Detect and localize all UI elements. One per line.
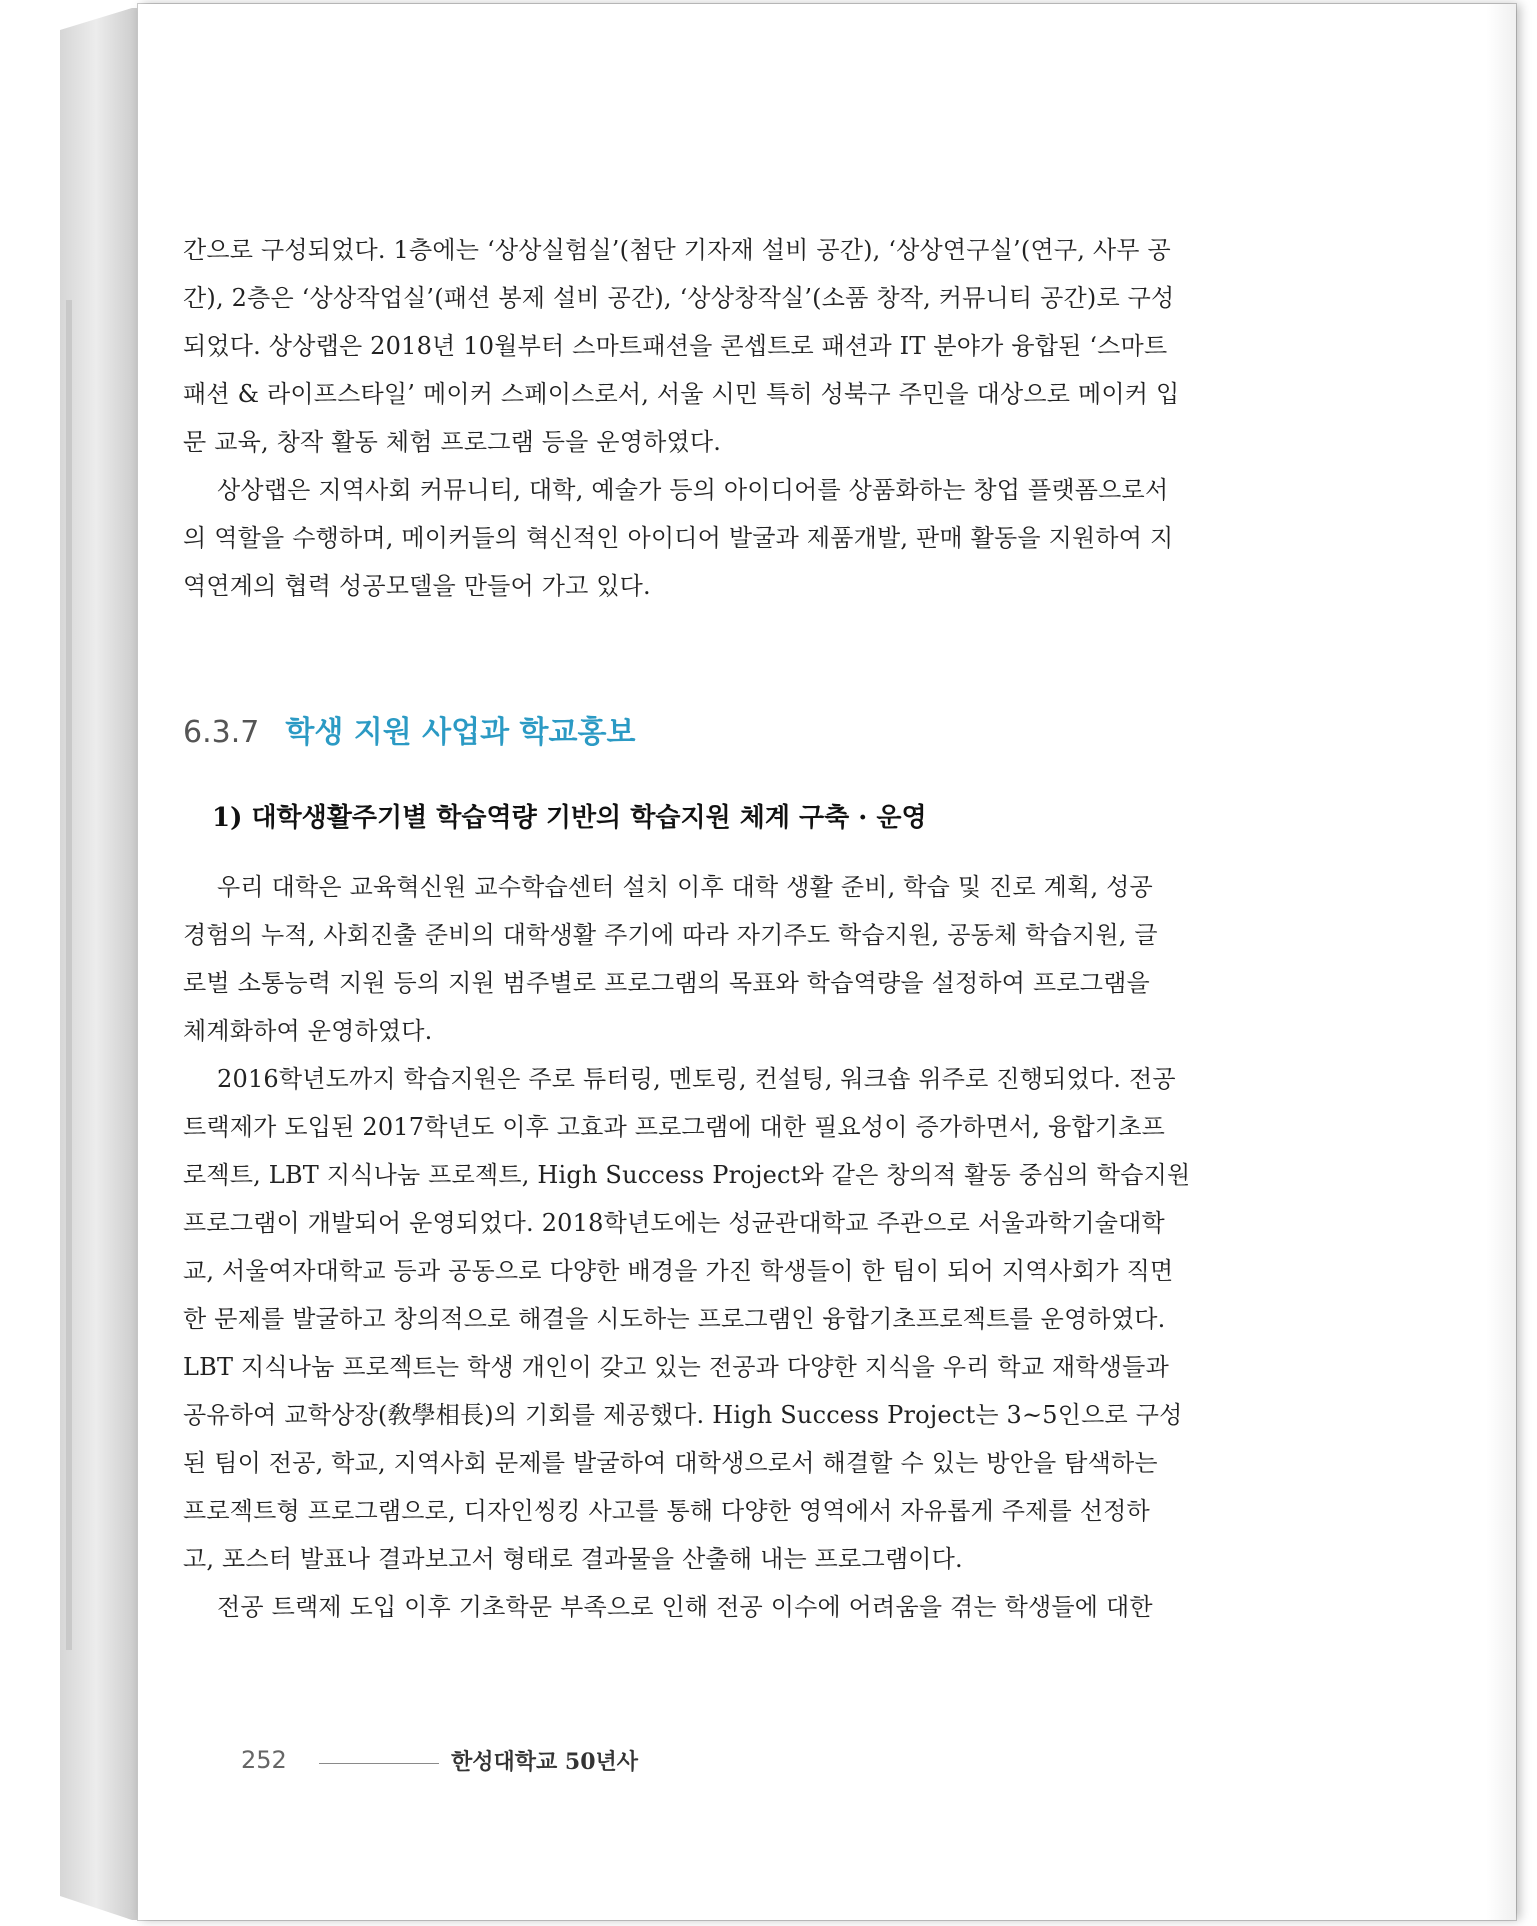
paragraph-2-line: 의 역할을 수행하며, 메이커들의 혁신적인 아이디어 발굴과 제품개발, 판매 활동을 지원하여 지: [183, 524, 1174, 552]
paragraph-4-line: 프로젝트형 프로그램으로, 디자인씽킹 사고를 통해 다양한 영역에서 자유롭게 주제를 선정하: [183, 1497, 1150, 1525]
section-title: 학생 지원 사업과 학교홍보: [285, 715, 636, 750]
paragraph-1-line: 간으로 구성되었다. 1층에는 ‘상상실험실’(첨단 기자재 설비 공간), ‘상상연구실’(연구, 사무 공: [183, 236, 1171, 264]
book-title: 한성대학교 50년사: [451, 1749, 639, 1775]
section-heading: [183, 707, 635, 751]
paragraph-4-line: 2016학년도까지 학습지원은 주로 튜터링, 멘토링, 컨설팅, 워크숍 위주로 진행되었다. 전공: [217, 1065, 1176, 1093]
paragraph-4-line: 로젝트, LBT 지식나눔 프로젝트, High Success Project와 같은 창의적 활동 중심의 학습지원: [183, 1161, 1191, 1189]
footer-divider: [319, 1763, 439, 1764]
subsection-heading: 1) 대학생활주기별 학습역량 기반의 학습지원 체계 구축 · 운영: [212, 803, 927, 833]
paragraph-1-line: 되었다. 상상랩은 2018년 10월부터 스마트패션을 콘셉트로 패션과 IT 분야가 융합된 ‘스마트: [183, 332, 1168, 360]
paragraph-1-line: 문 교육, 창작 활동 체험 프로그램 등을 운영하였다.: [183, 428, 722, 456]
paragraph-2: [183, 466, 1174, 610]
paragraph-5-line: 전공 트랙제 도입 이후 기초학문 부족으로 인해 전공 이수에 어려움을 겪는 학생들에 대한: [217, 1593, 1153, 1621]
paragraph-4-line: 프로그램이 개발되어 운영되었다. 2018학년도에는 성균관대학교 주관으로 서울과학기술대학: [183, 1209, 1165, 1237]
section-number: 6.3.7: [183, 715, 260, 750]
paragraph-3-line: 경험의 누적, 사회진출 준비의 대학생활 주기에 따라 자기주도 학습지원, 공동체 학습지원, 글: [183, 921, 1158, 949]
paragraph-4-line: 트랙제가 도입된 2017학년도 이후 고효과 프로그램에 대한 필요성이 증가하면서, 융합기초프: [183, 1113, 1165, 1141]
paragraph-3-line: 로벌 소통능력 지원 등의 지원 범주별로 프로그램의 목표와 학습역량을 설정하여 프로그램을: [183, 969, 1150, 997]
paragraph-4-line: 고, 포스터 발표나 결과보고서 형태로 결과물을 산출해 내는 프로그램이다.: [183, 1545, 963, 1573]
paragraph-4: [183, 1055, 1191, 1583]
paragraph-4-line: LBT 지식나눔 프로젝트는 학생 개인이 갖고 있는 전공과 다양한 지식을 우리 학교 재학생들과: [183, 1353, 1169, 1381]
paragraph-3-line: 체계화하여 운영하였다.: [183, 1017, 433, 1045]
paragraph-2-line: 상상랩은 지역사회 커뮤니티, 대학, 예술가 등의 아이디어를 상품화하는 창업 플랫폼으로서: [217, 476, 1169, 504]
paragraph-3-line: 우리 대학은 교육혁신원 교수학습센터 설치 이후 대학 생활 준비, 학습 및 진로 계획, 성공: [217, 873, 1153, 901]
paragraph-5: [183, 1583, 1153, 1631]
page-edge-shadow: [1486, 4, 1516, 1920]
paragraph-4-line: 교, 서울여자대학교 등과 공동으로 다양한 배경을 가진 학생들이 한 팀이 되어 지역사회가 직면: [183, 1257, 1174, 1285]
paragraph-4-line: 된 팀이 전공, 학교, 지역사회 문제를 발굴하여 대학생으로서 해결할 수 있는 방안을 탐색하는: [183, 1449, 1158, 1477]
book-spine: [60, 8, 140, 1920]
book-spine-edge: [66, 300, 72, 1650]
paragraph-1: [183, 226, 1180, 466]
paragraph-2-line: 역연계의 협력 성공모델을 만들어 가고 있다.: [183, 572, 651, 600]
paragraph-1-line: 패션 & 라이프스타일’ 메이커 스페이스로서, 서울 시민 특히 성북구 주민을 대상으로 메이커 입: [183, 380, 1180, 408]
paragraph-4-line: 공유하여 교학상장(敎學相長)의 기회를 제공했다. High Success Project는 3~5인으로 구성: [183, 1401, 1183, 1429]
page-number: 252: [241, 1746, 287, 1774]
paragraph-3: [183, 863, 1158, 1055]
paragraph-1-line: 간), 2층은 ‘상상작업실’(패션 봉제 설비 공간), ‘상상창작실’(소품 창작, 커뮤니티 공간)로 구성: [183, 284, 1175, 312]
paragraph-4-line: 한 문제를 발굴하고 창의적으로 해결을 시도하는 프로그램인 융합기초프로젝트를 운영하였다.: [183, 1305, 1166, 1333]
